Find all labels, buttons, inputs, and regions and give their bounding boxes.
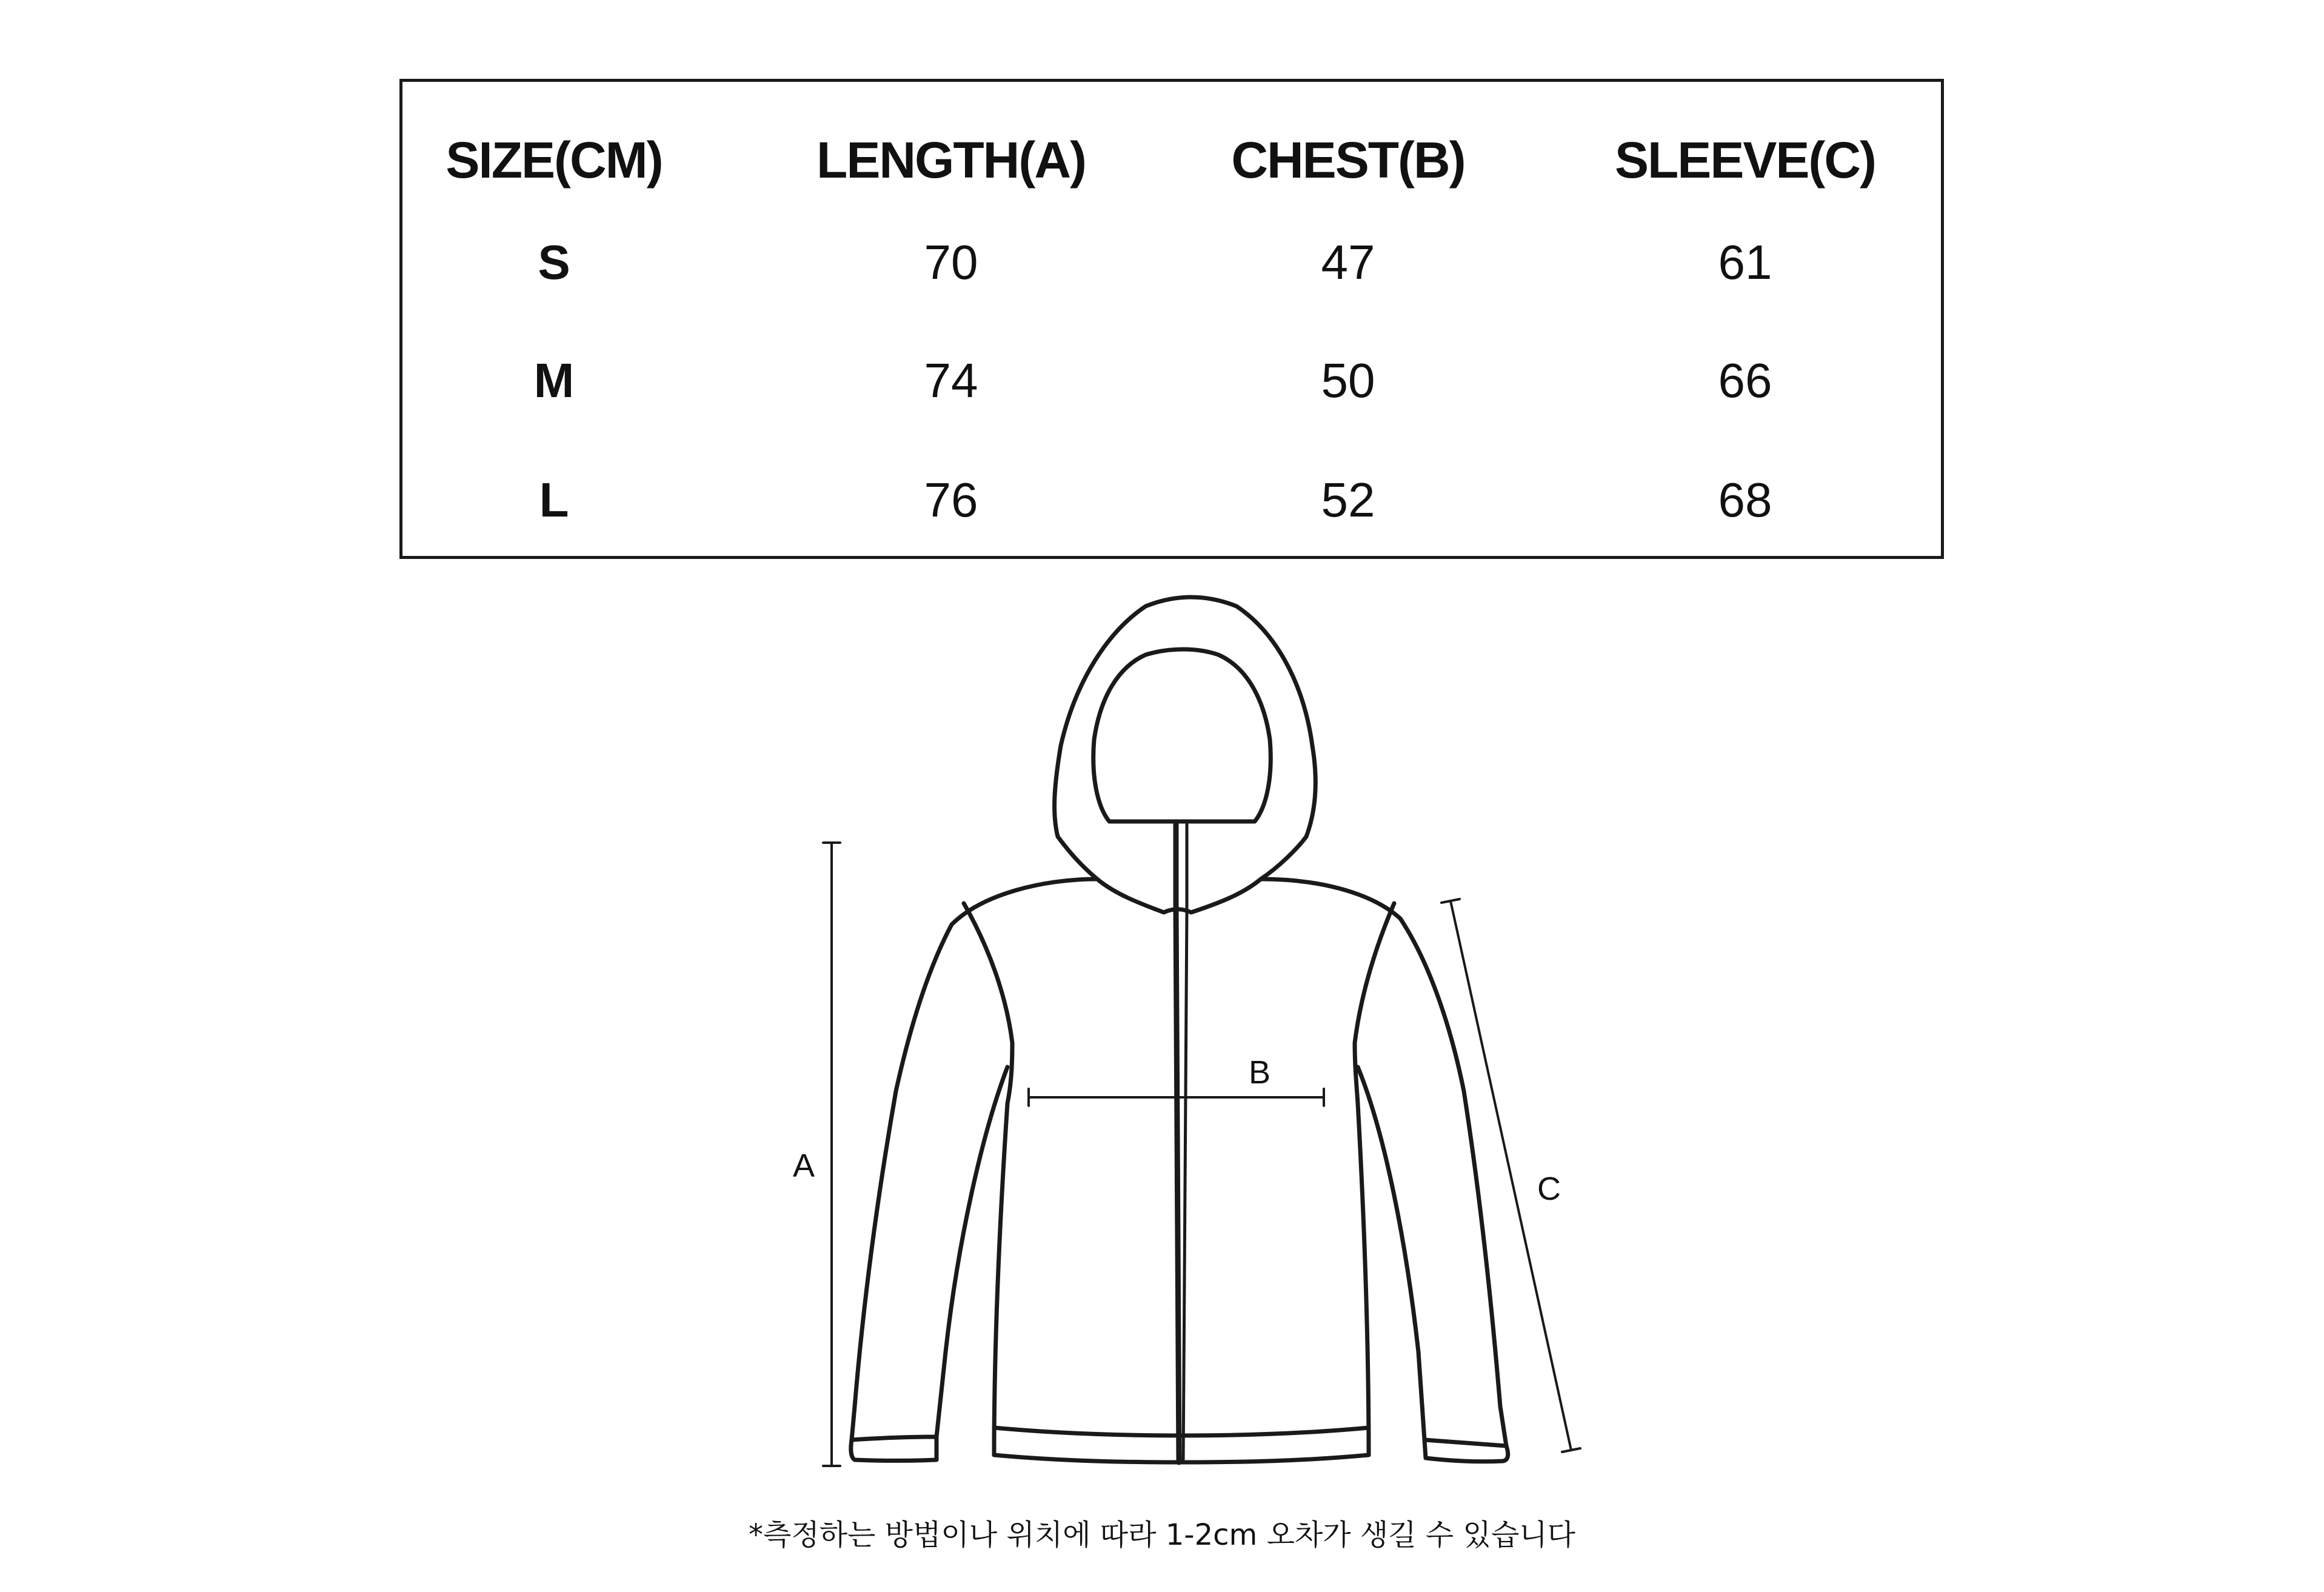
- dim-b-label: B: [1249, 1054, 1271, 1091]
- measurement-footnote: *측정하는 방법이나 위치에 따라 1-2cm 오차가 생길 수 있습니다: [748, 1518, 1576, 1552]
- row-s-length: 70: [924, 235, 978, 289]
- hood-collar-seam: [1097, 879, 1261, 912]
- dim-a-label: A: [793, 1148, 815, 1184]
- right-sleeve-outer: [1261, 879, 1506, 1446]
- row-m-length: 74: [924, 353, 978, 407]
- right-cuff: [1424, 1440, 1508, 1462]
- row-l-length: 76: [924, 473, 978, 527]
- right-body-side: [1355, 903, 1394, 1455]
- header-length: LENGTH(A): [816, 132, 1086, 189]
- center-zipper-right: [1183, 824, 1187, 1462]
- hood-inner-outline: [1094, 649, 1271, 821]
- row-s-chest: 47: [1321, 235, 1375, 289]
- header-chest: CHEST(B): [1231, 132, 1465, 189]
- left-sleeve-outer: [852, 879, 1097, 1440]
- row-l-sleeve: 68: [1718, 473, 1772, 527]
- left-body-side: [964, 903, 1012, 1455]
- row-m-chest: 50: [1321, 353, 1375, 407]
- dim-c-label: C: [1537, 1171, 1561, 1207]
- center-zipper: [1176, 824, 1179, 1462]
- row-m-size: M: [533, 353, 575, 407]
- row-l-size: L: [539, 473, 569, 527]
- header-sleeve: SLEEVE(C): [1614, 132, 1876, 189]
- left-cuff: [851, 1437, 937, 1461]
- header-size: SIZE(CM): [446, 132, 663, 189]
- row-l-chest: 52: [1321, 473, 1375, 527]
- row-s-size: S: [538, 235, 570, 289]
- row-s-sleeve: 61: [1718, 235, 1772, 289]
- row-m-sleeve: 66: [1718, 353, 1772, 407]
